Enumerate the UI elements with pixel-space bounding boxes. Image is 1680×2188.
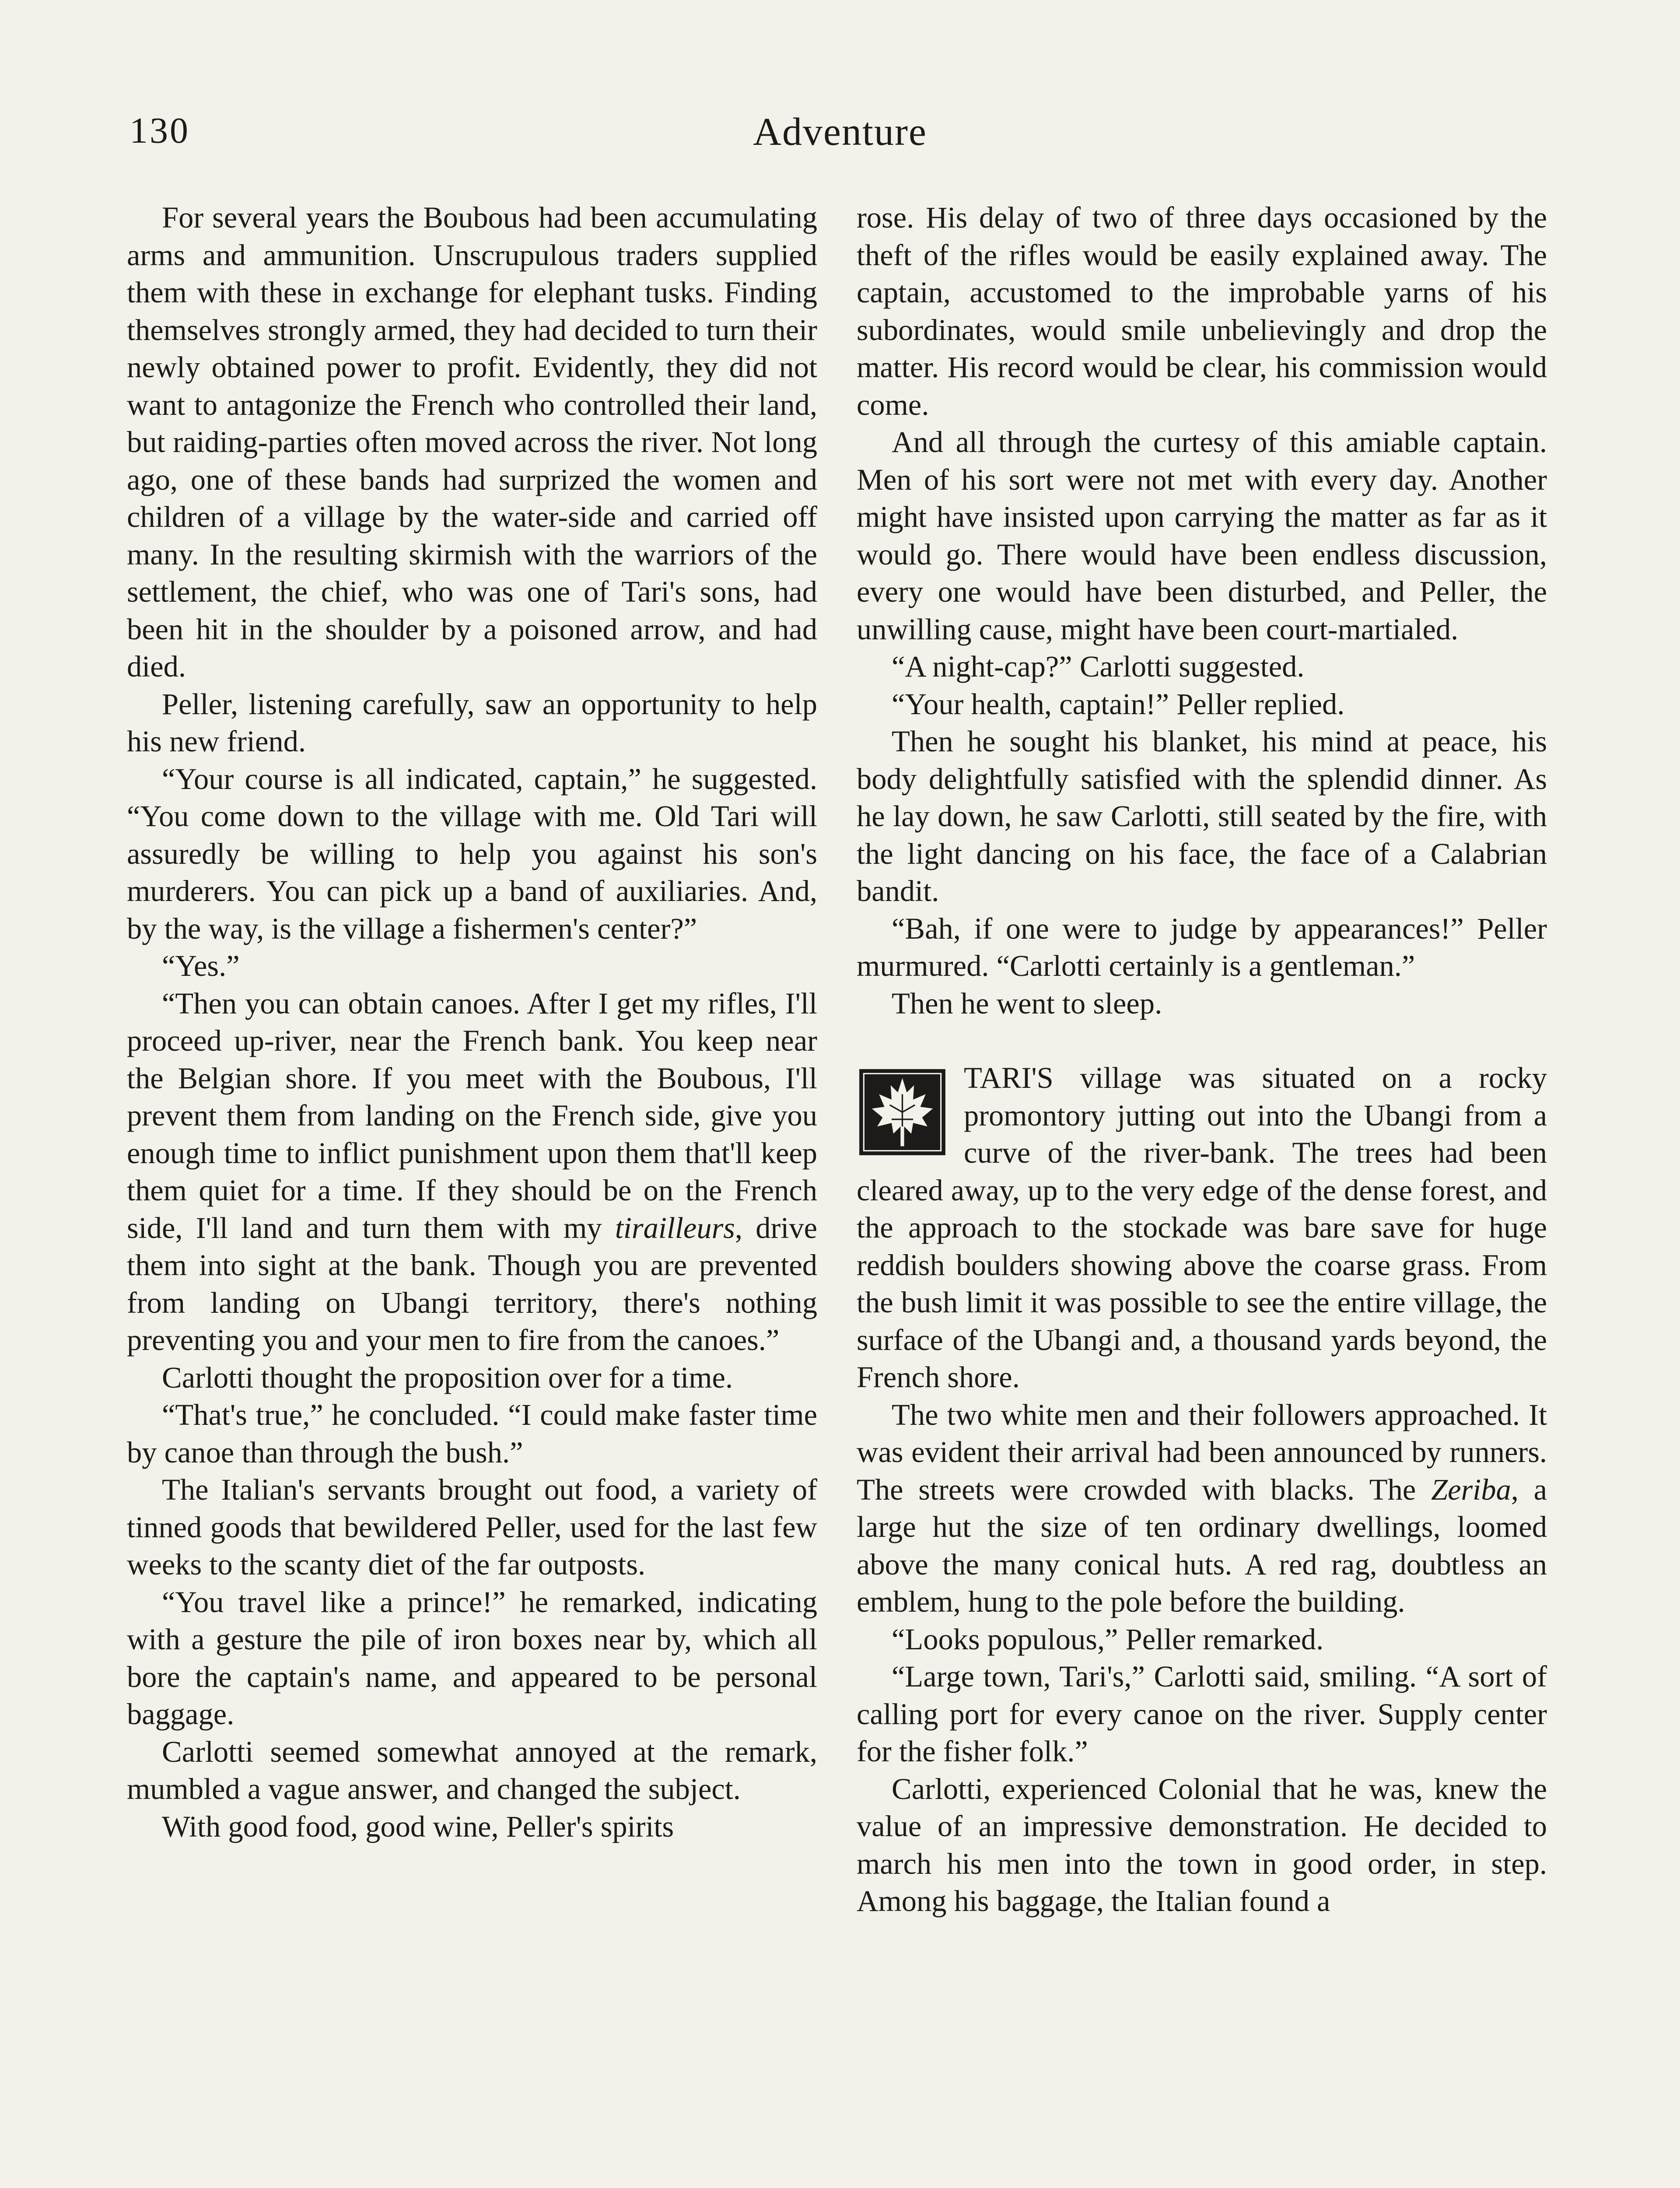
text-run: , drive them into sight at the bank. Though you are prevented from landing on Ubangi territory, there's nothing preventing you and your men to fire from the canoes.” <box>127 1211 817 1357</box>
paragraph: “Your course is all indicated, captain,” he suggested. “You come down to the village with me. Old Tari will assuredly be willing to help you against his son's murderers. You can pick up a band of auxiliaries. And, by the way, is the village a fishermen's center?” <box>127 762 817 945</box>
paragraph: “Bah, if one were to judge by appearances!” Peller murmured. “Carlotti certainly is a gentleman.” <box>857 912 1547 982</box>
paragraph <box>857 1396 1547 1621</box>
text-run: The two white men and their followers approached. It was evident their arrival had been announced by runners. The streets were crowded with blacks. The <box>857 1398 1547 1506</box>
text-run: TARI'S village was situated on a rocky promontory jutting out into the Ubangi from a curve of the river-bank. The trees had been cleared away, up to the very edge of the dense forest, and the approach to the stockade was bare save for huge reddish boulders showing above the coarse grass. From the bush limit it was possible to see the entire village, the surface of the Ubangi and, a thousand yards beyond, the French shore. <box>857 1061 1547 1394</box>
paragraph: Then he went to sleep. <box>892 986 1162 1020</box>
right-column <box>857 199 1547 1920</box>
page-number: 130 <box>130 110 190 151</box>
paragraph: Carlotti seemed somewhat annoyed at the remark, mumbled a vague answer, and changed the subject. <box>127 1735 817 1806</box>
section-break <box>857 1022 1547 1059</box>
text-run: , a large hut the size of ten ordinary dwellings, loomed above the many conical huts. A red rag, doubtless an emblem, hung to the pole before the building. <box>857 1473 1547 1618</box>
paragraph: The Italian's servants brought out food, a variety of tinned goods that bewildered Peller, used for the last few weeks to the scanty diet of the far outposts. <box>127 1473 817 1581</box>
paragraph: Then he sought his blanket, his mind at peace, his body delightfully satisfied with the splendid dinner. As he lay down, he saw Carlotti, still seated by the fire, with the light dancing on his face, the face of a Calabrian bandit. <box>857 725 1547 908</box>
magazine-title: Adventure <box>753 110 927 154</box>
paragraph: For several years the Boubous had been accumulating arms and ammunition. Unscrupulous traders supplied them with these in exchange for elephant tusks. Finding themselves strongly armed, they had decided to turn their newly obtained power to profit. Evidently, they did not want to antagonize the French who controlled their land, but raiding-parties often moved across the river. Not long ago, one of these bands had surprized the women and children of a village by the water-side and carried off many. In the resulting skirmish with the warriors of the settlement, the chief, who was one of Tari's sons, had been hit in the shoulder by a poisoned arrow, and had died. <box>127 201 817 683</box>
section-opening-paragraph <box>857 1059 1547 1396</box>
paragraph: “Large town, Tari's,” Carlotti said, smiling. “A sort of calling port for every canoe on the river. Supply center for the fisher folk.” <box>857 1660 1547 1768</box>
paragraph: “Looks populous,” Peller remarked. <box>892 1622 1324 1656</box>
paragraph <box>127 985 817 1359</box>
italic-word: Zeriba <box>1431 1473 1511 1506</box>
maple-leaf-ornament-icon <box>858 1067 947 1157</box>
paragraph: “That's true,” he concluded. “I could make faster time by canoe than through the bush.” <box>127 1398 817 1469</box>
text-run: “Then you can obtain canoes. After I get my rifles, I'll proceed up-river, near the French bank. You keep near the Belgian shore. If you meet with the Boubous, I'll prevent them from landing on the French side, give you enough time to inflict punishment upon them that'll keep them quiet for a time. If they should be on the French side, I'll land and turn them with my <box>127 986 817 1245</box>
paragraph: “A night-cap?” Carlotti suggested. <box>892 650 1305 683</box>
paragraph: Carlotti, experienced Colonial that he was, knew the value of an impressive demonstration. He decided to march his men into the town in good order, in step. Among his baggage, the Italian found a <box>857 1772 1547 1918</box>
paragraph: “Your health, captain!” Peller replied. <box>892 687 1345 721</box>
paragraph: “You travel like a prince!” he remarked, indicating with a gesture the pile of iron boxes near by, which all bore the captain's name, and appeared to be personal baggage. <box>127 1585 817 1731</box>
paragraph: Carlotti thought the proposition over for a time. <box>162 1360 733 1394</box>
paragraph: “Yes.” <box>162 949 240 982</box>
paragraph: Peller, listening carefully, saw an opportunity to help his new friend. <box>127 687 817 758</box>
paragraph: rose. His delay of two of three days occasioned by the theft of the rifles would be easily explained away. The captain, accustomed to the improbable yarns of his subordinates, would smile unbelievingly and drop the matter. His record would be clear, his commission would come. <box>857 201 1547 421</box>
italic-word: tirailleurs <box>615 1211 735 1245</box>
paragraph: And all through the curtesy of this amiable captain. Men of his sort were not met with every day. Another might have insisted upon carrying the matter as far as it would go. There would have been endless discussion, every one would have been disturbed, and Peller, the unwilling cause, might have been court-martialed. <box>857 425 1547 646</box>
paragraph: With good food, good wine, Peller's spirits <box>162 1809 674 1843</box>
left-column <box>127 199 817 1845</box>
